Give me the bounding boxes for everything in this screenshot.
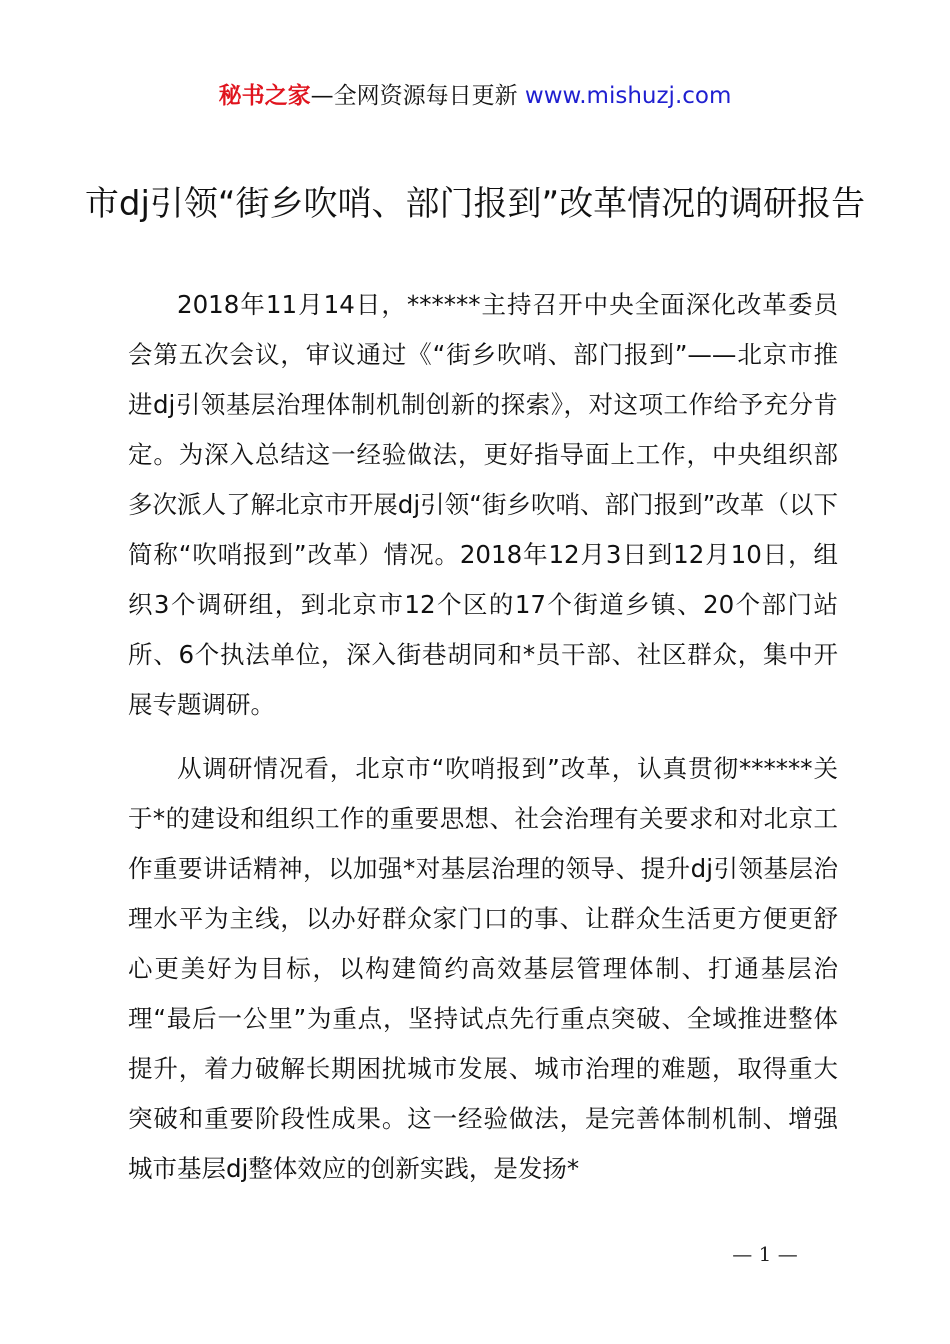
body-paragraph: 2018年11月14日，******主持召开中央全面深化改革委员会第五次会议，审议通过《“街乡吹哨、部门报到”——北京市推进dj引领基层治理体制机制创新的探索》，对这项工作给予充分肯定。为深入总结这一经验做法，更好指导面上工作，中央组织部多次派人了解北京市开展dj引领“街乡吹哨、部门报到”改革（以下简称“吹哨报到”改革）情况。2018年12月3日到12月10日，组织3个调研组，到北京市12个区的17个街道乡镇、20个部门站所、6个执法单位，深入街巷胡同和*员干部、社区群众，集中开展专题调研。	[128, 290, 838, 719]
page-number: — 1 —	[732, 1242, 798, 1266]
site-url-link[interactable]: www.mishuzj.com	[524, 83, 732, 109]
site-slogan: —全网资源每日更新	[310, 83, 518, 109]
document-title: 市dj引领“街乡吹哨、部门报到”改革情况的调研报告	[84, 184, 866, 224]
site-brand-name: 秘书之家	[218, 83, 311, 109]
site-header-banner	[0, 80, 950, 112]
body-paragraph: 从调研情况看，北京市“吹哨报到”改革，认真贯彻******关于*的建设和组织工作的重要思想、社会治理有关要求和对北京工作重要讲话精神，以加强*对基层治理的领导、提升dj引领基层治理水平为主线，以办好群众家门口的事、让群众生活更方便更舒心更美好为目标，以构建简约高效基层管理体制、打通基层治理“最后一公里”为重点，坚持试点先行重点突破、全域推进整体提升，着力破解长期困扰城市发展、城市治理的难题，取得重大突破和重要阶段性成果。这一经验做法，是完善体制机制、增强城市基层dj整体效应的创新实践，是发扬*	[128, 754, 838, 1183]
document-body	[128, 280, 838, 1194]
